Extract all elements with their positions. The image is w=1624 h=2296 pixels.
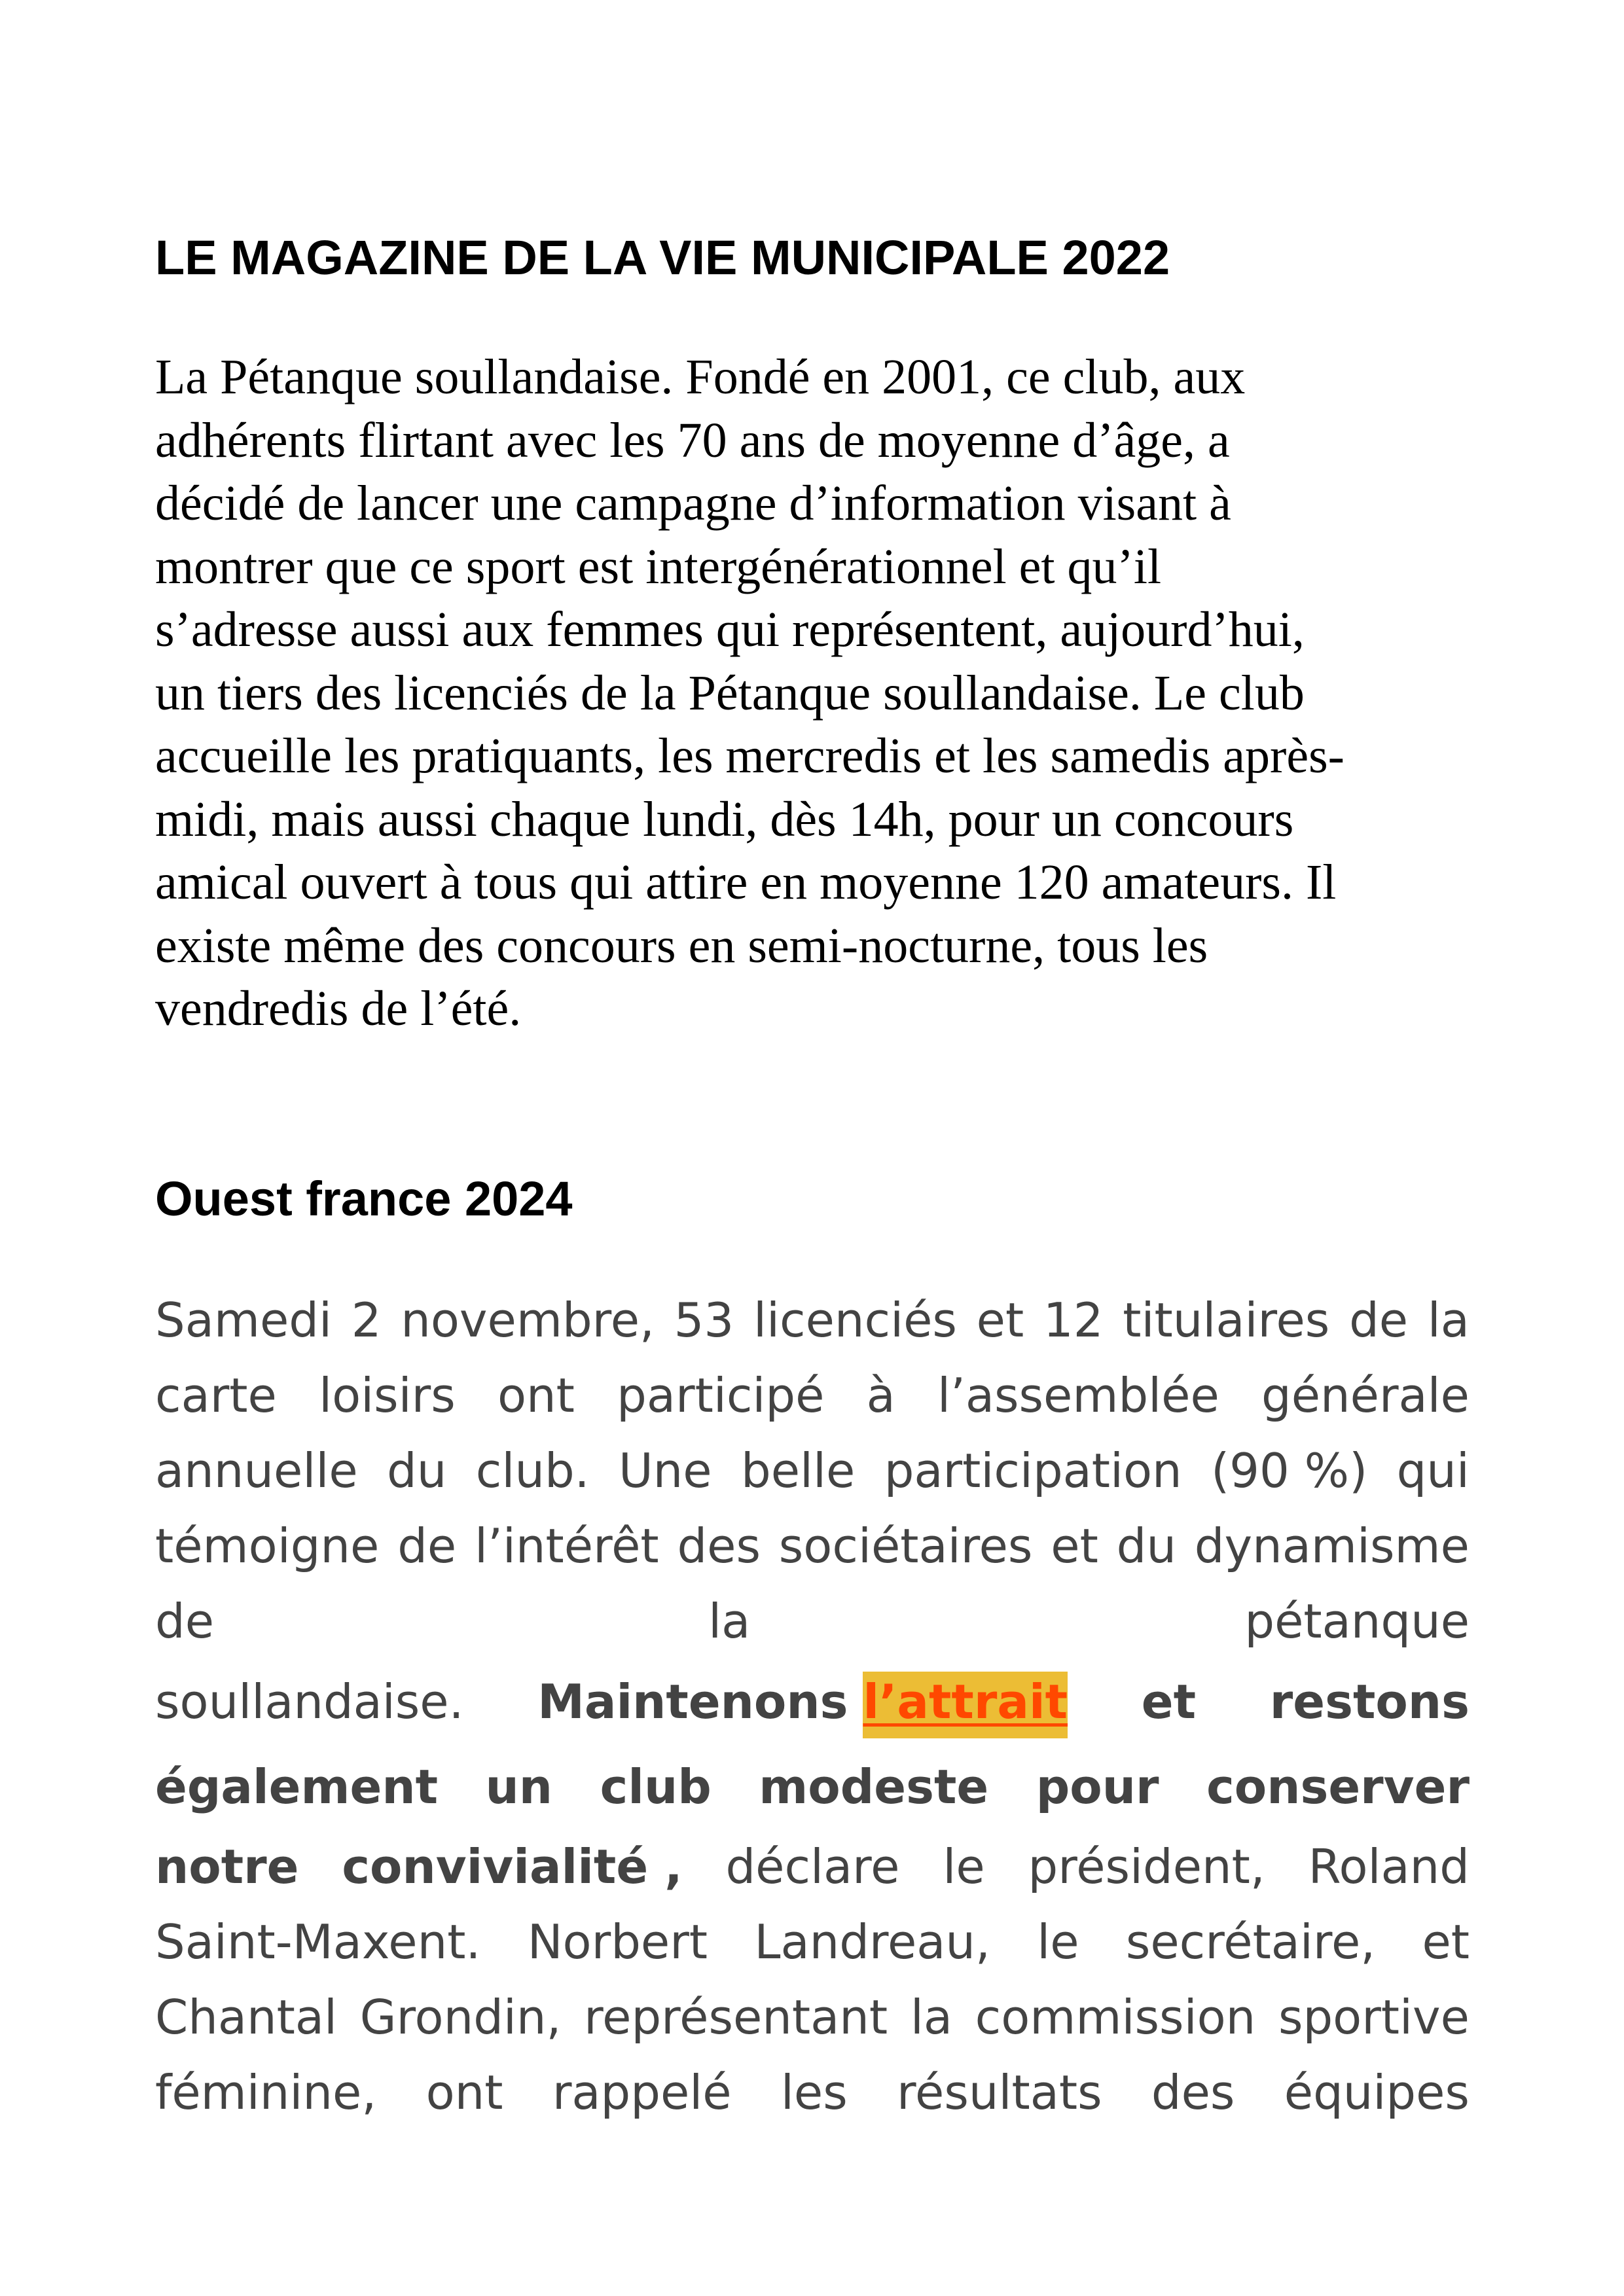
text-word: résultats (897, 2065, 1102, 2120)
paragraph-line (155, 2055, 1470, 2130)
text-word: et (1051, 1518, 1098, 1573)
text-word: du (387, 1443, 447, 1498)
text-word: secrétaire, (1125, 1914, 1376, 1969)
text-word: (90 %) (1211, 1443, 1368, 1498)
text-word: rappelé (552, 2065, 732, 2120)
text-word: participé (617, 1368, 825, 1423)
text-word: pétanque (1244, 1594, 1470, 1649)
paragraph-line: accueille les pratiquants, les mercredis et les samedis après- (155, 728, 1344, 783)
text-word: titulaires (1123, 1293, 1330, 1348)
quote-bold-text: également (155, 1759, 438, 1814)
text-word: Roland (1308, 1839, 1470, 1894)
text-word: carte (155, 1368, 277, 1423)
paragraph-line (155, 1358, 1470, 1433)
quote-line-3 (155, 1829, 1470, 1905)
paragraph-line (155, 1509, 1470, 1584)
text-word: Grondin, (359, 1990, 562, 2045)
quote-line-2 (155, 1744, 1470, 1829)
quote-bold-text: notre (155, 1839, 299, 1894)
text-word: le (943, 1839, 985, 1894)
paragraph-line (155, 1584, 1470, 1659)
text-word: Samedi (155, 1293, 332, 1348)
text-word: du (1116, 1518, 1176, 1573)
quote-bold-text: conserver (1206, 1759, 1470, 1814)
text-word: la (1427, 1293, 1470, 1348)
paragraph-line: La Pétanque soullandaise. Fondé en 2001, ce club, aux (155, 350, 1246, 404)
text-word: des (1151, 2065, 1235, 2120)
ouest-france-paragraph (155, 1283, 1470, 2130)
paragraph-line: vendredis de l’été. (155, 981, 522, 1036)
text-word: belle (740, 1443, 856, 1498)
paragraph-line (155, 1980, 1470, 2055)
text-word: sociétaires (778, 1518, 1033, 1573)
quote-bold-text: modeste (759, 1759, 989, 1814)
paragraph-line (155, 1905, 1470, 1980)
text-word: des (677, 1518, 761, 1573)
text-word: Chantal (155, 1990, 338, 2045)
text-word: à (866, 1368, 895, 1423)
text-word: de (155, 1594, 214, 1649)
text-word: Landreau, (754, 1914, 990, 1969)
magazine-heading: LE MAGAZINE DE LA VIE MUNICIPALE 2022 (155, 230, 1170, 285)
text-word: témoigne (155, 1518, 380, 1573)
text-word: l’intérêt (475, 1518, 659, 1573)
text-word: la (708, 1594, 751, 1649)
text-word: commission (975, 1990, 1256, 2045)
text-word: président, (1028, 1839, 1265, 1894)
paragraph-line: amical ouvert à tous qui attire en moyenne 120 amateurs. Il (155, 855, 1337, 910)
text-word: annuelle (155, 1443, 358, 1498)
paragraph-line: midi, mais aussi chaque lundi, dès 14h, pour un concours (155, 791, 1294, 847)
quote-bold-text: Maintenons (537, 1674, 848, 1729)
text-word: 53 (674, 1293, 734, 1348)
text-word: Une (618, 1443, 712, 1498)
text-word: de (397, 1518, 457, 1573)
text-word: sportive (1278, 1990, 1470, 2045)
ouest-france-heading: Ouest france 2024 (155, 1172, 573, 1226)
paragraph-line: adhérents flirtant avec les 70 ans de moyenne d’âge, a (155, 412, 1230, 468)
text-word: Norbert (527, 1914, 708, 1969)
paragraph-line (155, 1433, 1470, 1509)
text-word: et (976, 1293, 1024, 1348)
text-word: féminine, (155, 2065, 377, 2120)
paragraph-line: un tiers des licenciés de la Pétanque soullandaise. Le club (155, 665, 1305, 721)
highlighted-word: l’attrait (863, 1672, 1068, 1738)
text-word: représentant (584, 1990, 888, 2045)
paragraph-line: existe même des concours en semi-nocturne, tous les (155, 918, 1208, 973)
text-word: le (1037, 1914, 1079, 1969)
magazine-paragraph (155, 346, 1490, 1041)
paragraph-line: montrer que ce sport est intergénérationnel et qu’il (155, 539, 1162, 594)
text-word: les (780, 2065, 848, 2120)
text-word: ont (425, 2065, 503, 2120)
text-word: et (1422, 1914, 1470, 1969)
quote-bold-text: club (600, 1759, 712, 1814)
paragraph-line: s’adresse aussi aux femmes qui représentent, aujourd’hui, (155, 602, 1305, 657)
text-word: soullandaise. (155, 1674, 464, 1729)
quote-bold-text: et (1141, 1674, 1197, 1729)
text-word: générale (1261, 1368, 1470, 1423)
text-word: de (1349, 1293, 1409, 1348)
paragraph-line (155, 1283, 1470, 1358)
text-word: 2 (351, 1293, 382, 1348)
text-word: 12 (1043, 1293, 1104, 1348)
text-word: novembre, (401, 1293, 655, 1348)
text-word: la (910, 1990, 952, 2045)
text-word: Saint-Maxent. (155, 1914, 481, 1969)
text-word: licenciés (753, 1293, 957, 1348)
text-word: loisirs (319, 1368, 456, 1423)
paragraph-line: décidé de lancer une campagne d’information visant à (155, 476, 1231, 531)
text-word: participation (884, 1443, 1182, 1498)
quote-bold-text: un (485, 1759, 553, 1814)
text-word: déclare (725, 1839, 900, 1894)
text-word: dynamisme (1194, 1518, 1470, 1573)
text-word: équipes (1284, 2065, 1470, 2120)
text-word: club. (475, 1443, 590, 1498)
quote-bold-text: pour (1036, 1759, 1159, 1814)
text-word: qui (1396, 1443, 1470, 1498)
text-word: l’assemblée (937, 1368, 1219, 1423)
quote-bold-text: restons (1269, 1674, 1470, 1729)
quote-line-1 (155, 1659, 1470, 1744)
quote-bold-text: convivialité , (342, 1839, 683, 1894)
text-word: ont (497, 1368, 575, 1423)
